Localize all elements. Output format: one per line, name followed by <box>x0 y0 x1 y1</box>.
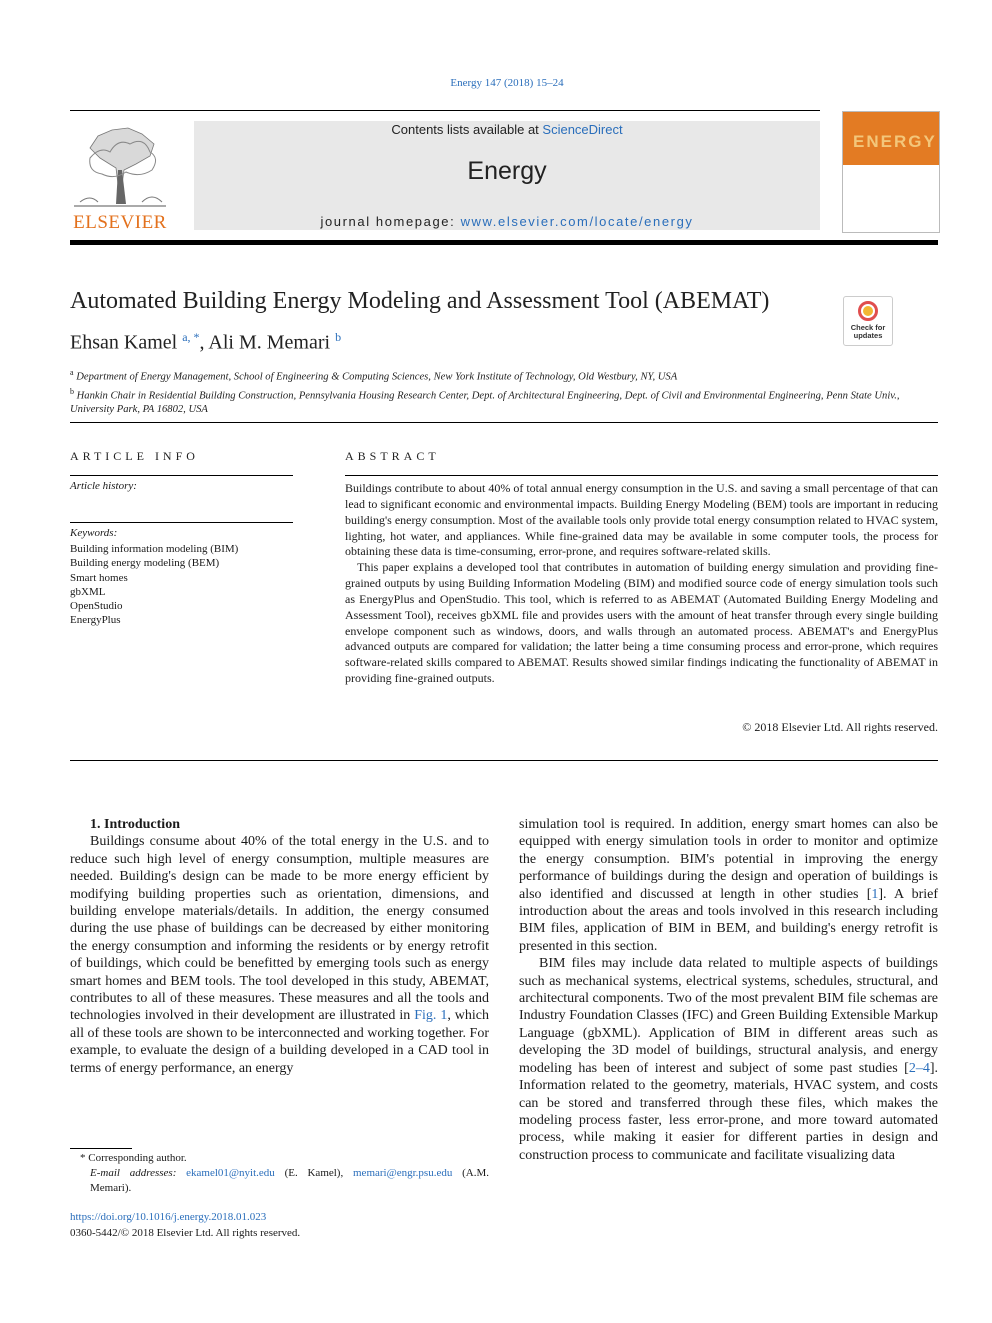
figure-reference-link[interactable]: Fig. 1 <box>414 1008 448 1024</box>
section-heading: 1. Introduction <box>90 817 180 832</box>
author-name[interactable]: Ali M. Memari <box>208 331 331 354</box>
keyword-item: Smart homes <box>70 571 128 584</box>
keyword-item: gbXML <box>70 585 106 598</box>
article-history-label: Article history: <box>70 480 137 492</box>
section-divider <box>70 760 938 761</box>
abstract-paragraph: Buildings contribute to about 40% of total annual energy consumption in the U.S. and saving a small percentage of that can lead to significant economic and environmental impacts. Building Energy Modeling (BEM) tools are important in reducing building's energy consumption. Most of the available tools only provide total energy consumption related to HVAC system, lighting, hot water, and appliances. While fine-grained data may be available in some computer tools, the process for obtaining these data is time-consuming, error-prone, and requires software-related skills. <box>345 481 938 559</box>
keywords-rule <box>70 522 293 523</box>
affiliation-item: $^b$ Hankin Chair in Residential Building Construction, Pennsylvania Housing Research Center, Dept. of Architectural Engineering, Dept. of Civil and Environmental Engineering, Penn State Univ., University Park, PA 16802, USA <box>70 386 900 416</box>
article-info-rule <box>70 475 293 476</box>
check-updates-dot <box>863 306 873 316</box>
journal-citation[interactable]: Energy 147 (2018) 15–24 <box>450 77 564 89</box>
author-list: Ehsan Kamel $^{a, *}$, Ali M. Memari $^b$ <box>70 330 342 354</box>
author-affiliation-mark[interactable]: b <box>335 330 342 344</box>
article-title: Automated Building Energy Modeling and Assessment Tool (ABEMAT) <box>70 288 770 314</box>
citation-link[interactable]: 2–4 <box>908 1060 930 1076</box>
email-link[interactable]: ekamel01@nyit.edu <box>186 1167 275 1179</box>
journal-banner <box>194 121 820 230</box>
email-link[interactable]: memari@engr.psu.edu <box>353 1167 453 1179</box>
author-name[interactable]: Ehsan Kamel <box>70 331 178 354</box>
keyword-item: Building energy modeling (BEM) <box>70 557 220 570</box>
header-thick-rule <box>70 240 938 245</box>
body-paragraph: BIM files may include data related to multiple aspects of buildings such as mechanical systems, electrical systems, schedules, structural, and architectural components. Two of the most prevalent BIM file schemas are Industry Foundation Classes (IFC) and Green Building Extensible Markup Language (gbXML). Application of BIM in different areas such as developing the 3D model of buildings, structural analysis, and energy modeling has been of interest and subject of some past studies [2–4]. Information related to the geometry, materials, HVAC system, and costs can be stored and transferred through these files, which makes the modeling process faster, less error-prone, and more toward automated process, while making it easier for different parties in design and construction process to communicate and facilitate visualizing data <box>519 956 938 1163</box>
check-for-updates-badge[interactable] <box>843 296 893 346</box>
doi-link[interactable]: https://doi.org/10.1016/j.energy.2018.01.023 <box>70 1211 267 1223</box>
keyword-item: EnergyPlus <box>70 614 121 627</box>
abstract-copyright: © 2018 Elsevier Ltd. All rights reserved. <box>742 720 938 734</box>
corresponding-author-note: * Corresponding author. <box>80 1152 187 1164</box>
keyword-item: OpenStudio <box>70 600 123 613</box>
author-affiliation-mark[interactable]: a, * <box>182 330 200 344</box>
footnotes <box>70 1151 489 1196</box>
citation-link[interactable]: 1 <box>871 886 879 902</box>
body-column-left <box>70 816 489 1077</box>
keyword-list <box>70 542 238 628</box>
elsevier-tree-logo-icon <box>70 118 170 233</box>
sciencedirect-link[interactable]: ScienceDirect <box>542 122 623 137</box>
abstract-heading: ABSTRACT <box>345 449 440 463</box>
article-info-heading: ARTICLE INFO <box>70 449 199 463</box>
keyword-item: Building information modeling (BIM) <box>70 543 239 555</box>
abstract-paragraph: This paper explains a developed tool that contributes in automation of building energy simulation and providing fine-grained outputs by using Building Information Modeling (BIM) and modified source code of energy simulation tools such as EnergyPlus and OpenStudio. This tool, which is referred to as ABEMAT (Automated Building Energy Modeling and Assessment Tool), receives gbXML file and provides users with the amount of heat transfer through every single building envelope component such as windows, doors, and walls through an automated process. ABEMAT's and EnergyPlus advanced outputs are compared for validation; the latter being a time consuming process and error-prone, which requires software-related skills compared to ABEMAT. Results showed similar findings indicating the functionality of ABEMAT in providing fine-grained outputs. <box>345 560 938 686</box>
affiliations <box>70 366 938 418</box>
issn-copyright: 0360-5442/© 2018 Elsevier Ltd. All rights reserved. <box>70 1226 301 1239</box>
header-rule <box>70 110 820 111</box>
contents-line: Contents lists available at ScienceDirect <box>391 122 623 137</box>
cover-title: ENERGY <box>853 132 937 151</box>
keywords-label: Keywords: <box>70 527 118 539</box>
journal-cover-thumbnail[interactable] <box>842 111 940 233</box>
abstract-body <box>345 481 938 687</box>
body-paragraph: Buildings consume about 40% of the total energy in the U.S. and to reduce such high level of energy consumption, multiple measures are needed. Building's design can be made to be more energy efficient by modifying building properties such as orientation, dimensions, and building envelope materials/details. In addition, the energy consumed during the use phase of buildings can be decreased by either monitoring the energy consumption and informing the residents or by energy retrofit of buildings, which could be benefitted by emerging tools such as energy smart homes and BEM tools. The tool developed in this study, ABEMAT, contributes to all of these measures. These measures and all the tools and technologies involved in their development are illustrated in Fig. 1, which all of these tools are shown to be interconnected and working together. For example, to evaluate the design of a building developed in a CAD tool in terms of energy performance, an energy <box>70 834 489 1076</box>
journal-name: Energy <box>467 157 547 185</box>
email-addresses: E-mail addresses: ekamel01@nyit.edu (E. Kamel), memari@engr.psu.edu (A.M. Memari). <box>90 1167 489 1194</box>
doi-block <box>70 1210 300 1241</box>
footnote-rule <box>70 1148 132 1149</box>
body-column-right <box>519 816 938 1164</box>
section-divider <box>70 422 938 423</box>
body-paragraph: simulation tool is required. In addition, energy smart homes can also be equipped with energy simulation tools in order to monitor and optimize the energy consumption. BIM's potential in improving the energy performance of buildings during the design and operation of buildings is also identified and discussed at length in other studies [1]. A brief introduction about the areas and tools involved in this research including BIM files, application of BIM in BEM, and building's energy retrofit is presented in this section. <box>519 817 938 954</box>
homepage-line: journal homepage: www.elsevier.com/locate/energy <box>320 214 694 229</box>
journal-homepage-link[interactable]: www.elsevier.com/locate/energy <box>460 214 694 229</box>
affiliation-item: $^a$ Department of Energy Management, School of Engineering & Computing Sciences, New York Institute of Technology, Old Westbury, NY, USA <box>70 368 678 383</box>
publisher-name: ELSEVIER <box>73 212 167 233</box>
check-updates-label: Check for updates <box>850 323 886 340</box>
abstract-rule <box>345 475 938 476</box>
